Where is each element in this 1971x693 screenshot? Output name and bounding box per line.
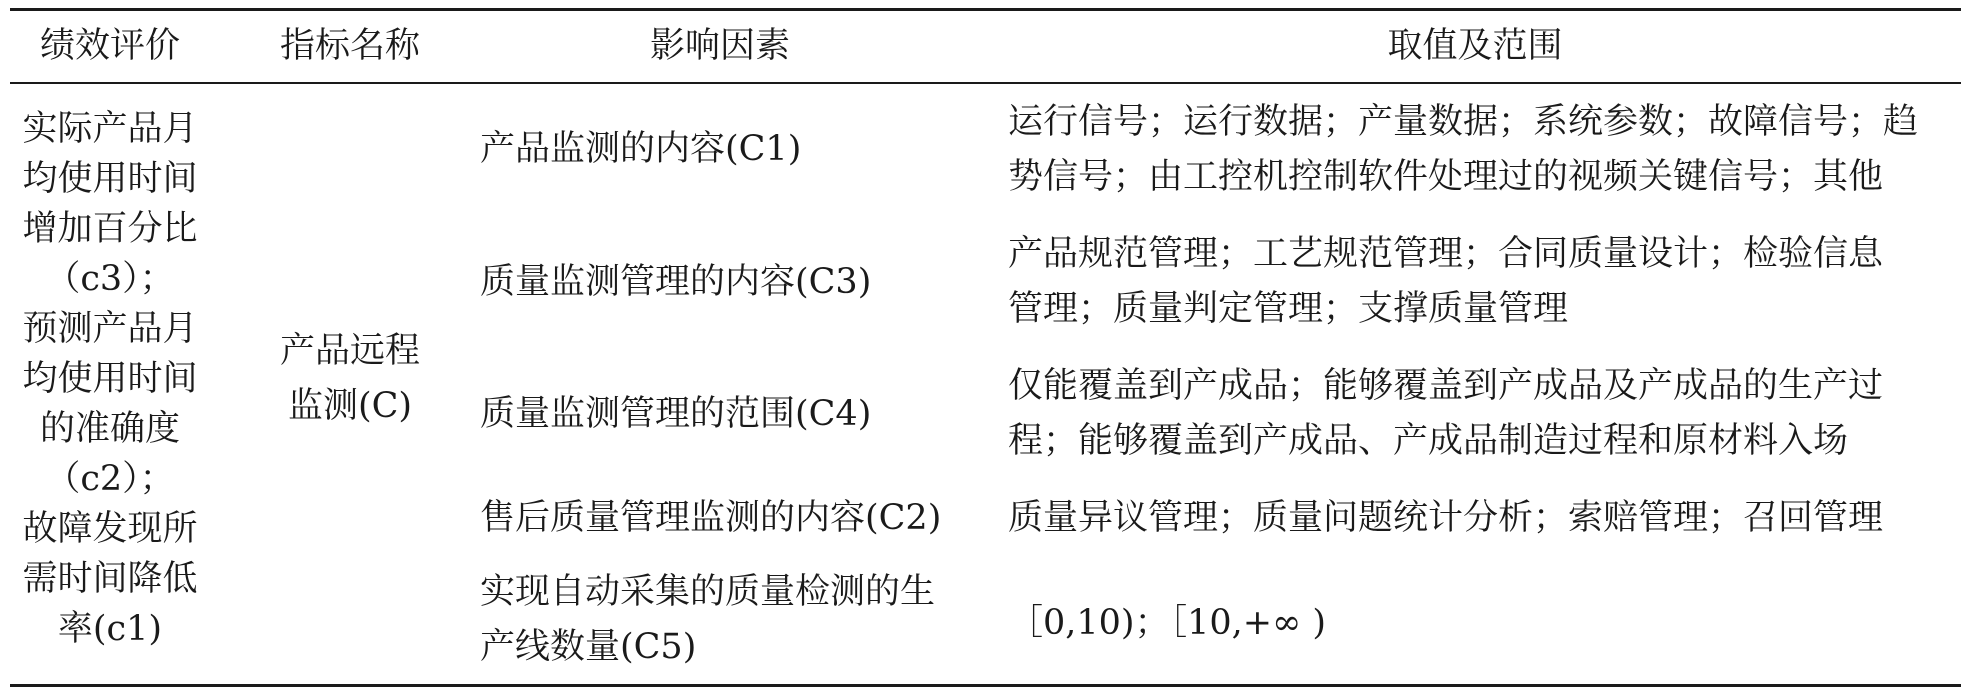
performance-cell xyxy=(20,104,200,654)
header-value-range: 取值及范围 xyxy=(1387,26,1563,66)
range-cell xyxy=(1008,493,1963,548)
performance-line: 的准确度 xyxy=(39,409,180,449)
range-cell xyxy=(1008,229,1963,339)
performance-line: 实际产品月 xyxy=(22,109,198,149)
range-cell xyxy=(1008,598,1963,653)
performance-line: 均使用时间 xyxy=(22,359,198,399)
table-bottom-rule xyxy=(10,684,1961,687)
range-cell xyxy=(1008,97,1963,207)
indicator-name-line: 产品远程 xyxy=(279,331,420,371)
factor-line: 实现自动采集的质量检测的生 xyxy=(480,572,936,612)
performance-line: 增加百分比 xyxy=(22,209,198,249)
factor-cell xyxy=(480,257,980,312)
range-line: 管理；质量判定管理；支撑质量管理 xyxy=(1008,289,1569,329)
performance-line: （c2）； xyxy=(45,459,175,499)
range-line: 势信号；由工控机控制软件处理过的视频关键信号；其他 xyxy=(1008,157,1884,197)
factor-cell xyxy=(480,493,980,548)
range-line: 质量异议管理；质量问题统计分析；索赔管理；召回管理 xyxy=(1008,498,1884,538)
factor-cell xyxy=(480,389,980,444)
factor-cell xyxy=(480,567,980,677)
performance-line: （c3）； xyxy=(45,259,175,299)
table-top-rule xyxy=(10,8,1961,11)
performance-line: 需时间降低 xyxy=(22,559,198,599)
header-performance: 绩效评价 xyxy=(39,26,180,66)
indicator-name-line: 监测(C) xyxy=(287,386,413,426)
range-line: ［0,10)；［10,+∞ ) xyxy=(1008,603,1327,643)
range-cell xyxy=(1008,361,1963,471)
performance-line: 故障发现所 xyxy=(22,509,198,549)
factor-line: 产线数量(C5) xyxy=(480,627,697,667)
performance-line: 均使用时间 xyxy=(22,159,198,199)
range-line: 运行信号；运行数据；产量数据；系统参数；故障信号；趋 xyxy=(1008,102,1919,142)
factor-line: 售后质量管理监测的内容(C2) xyxy=(480,498,942,538)
header-indicator-name: 指标名称 xyxy=(279,26,420,66)
table-header-rule xyxy=(10,82,1961,84)
performance-line: 预测产品月 xyxy=(22,309,198,349)
range-line: 仅能覆盖到产成品；能够覆盖到产成品及产成品的生产过 xyxy=(1008,366,1884,406)
range-line: 程；能够覆盖到产成品、产成品制造过程和原材料入场 xyxy=(1008,421,1849,461)
factor-line: 质量监测管理的内容(C3) xyxy=(480,262,872,302)
factor-line: 产品监测的内容(C1) xyxy=(480,129,802,169)
range-line: 产品规范管理；工艺规范管理；合同质量设计；检验信息 xyxy=(1008,234,1884,274)
factor-cell xyxy=(480,124,980,179)
header-influence-factor: 影响因素 xyxy=(649,26,790,66)
performance-line: 率(c1) xyxy=(57,609,163,649)
indicator-name-cell xyxy=(250,326,450,436)
factor-line: 质量监测管理的范围(C4) xyxy=(480,394,872,434)
